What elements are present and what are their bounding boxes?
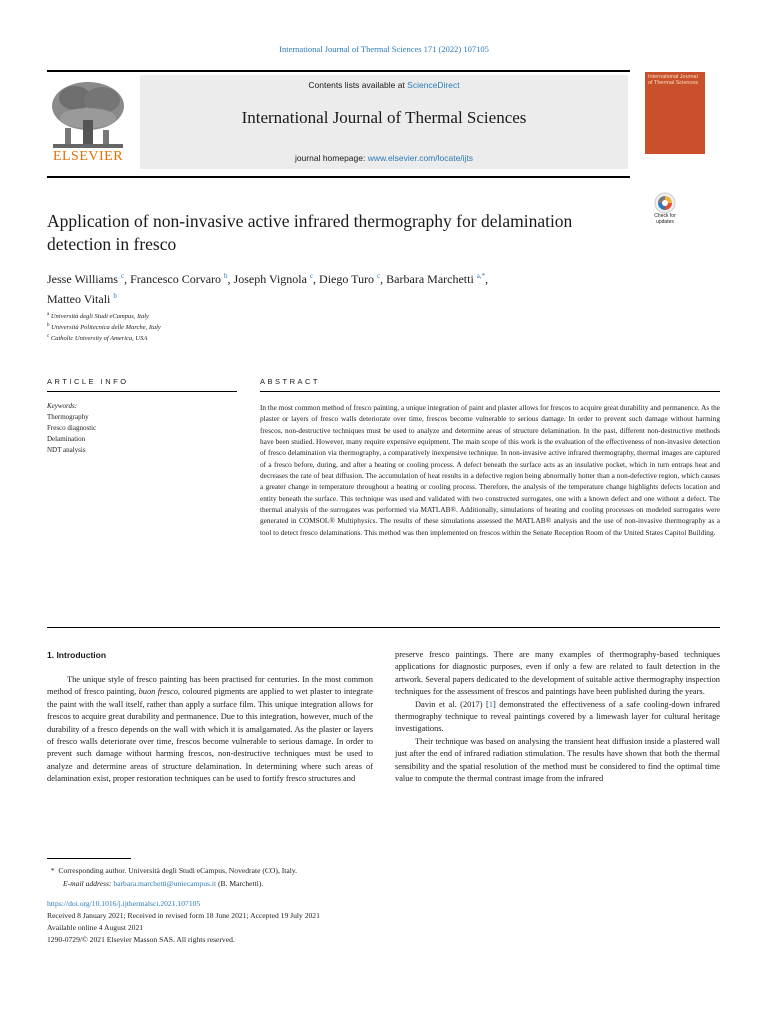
author-affiliation-mark[interactable]: c [120, 272, 125, 280]
affiliation-mark: c [47, 334, 50, 339]
article-info-rule [47, 391, 237, 392]
homepage-label: journal homepage: [294, 153, 368, 163]
header-bottom-rule [47, 176, 630, 178]
email-note [63, 879, 263, 888]
intro-paragraph [47, 674, 373, 786]
keyword: Fresco diagnostic [47, 424, 97, 432]
author-name: Francesco Corvaro [130, 272, 222, 286]
doi-link[interactable]: https://doi.org/10.1016/j.ijthermalsci.2021.107105 [47, 899, 201, 908]
affiliation-text: Università degli Studi eCampus, Italy [50, 313, 149, 321]
abstract-bottom-rule [47, 627, 720, 628]
title-line-1: Application of non-invasive active infrared thermography for delamination [47, 211, 573, 231]
author-name: Barbara Marchetti [386, 272, 474, 286]
paper-title [47, 210, 647, 256]
author-name: Joseph Vignola [233, 272, 307, 286]
body-paragraph [395, 699, 720, 736]
sciencedirect-link[interactable]: ScienceDirect [407, 80, 460, 90]
header-top-rule [47, 70, 630, 72]
intro-emphasis: buon fresco [138, 687, 178, 697]
article-info-heading: ARTICLE INFO [47, 377, 129, 386]
intro-text: , coloured pigments are applied to wet plaster to integrate the paint with the wall itself, rather than apply a surface film. This unique integration allows for frescos to acquire great durability and permanence. Due to this integration, however, much of the durability of a fresco depends on the wall with which it is amalgamated. As the plaster or layers of fresco walls deteriorate over time, frescos become vulnerable to serious damage. In order to prevent such damage without harming frescos, non-destructive techniques must be used to analyze and determine areas of structure delamination. In determining where such areas of delamination exist, proper restoration techniques can be used to fortify fresco structures and [47, 687, 374, 784]
journal-reference[interactable]: International Journal of Thermal Sciences 171 (2022) 107105 [279, 44, 489, 54]
affiliation-mark: b [47, 323, 50, 328]
email-suffix: (B. Marchetti). [216, 879, 264, 888]
body-text: ] demonstrated the effectiveness of a safe cooling-down infrared thermography technique to reveal paintings covered by a limewash layer for cultural heritage investigations. [395, 699, 720, 734]
abstract-heading: ABSTRACT [260, 377, 321, 386]
contents-prefix: Contents lists available at [308, 80, 408, 90]
journal-homepage [140, 153, 628, 163]
email-label: E-mail address: [63, 879, 114, 888]
author-name: Matteo Vitali [47, 292, 111, 306]
affiliation-text: Università Politecnica delle Marche, Italy [51, 324, 161, 332]
author-affiliation-mark[interactable]: b [113, 292, 117, 300]
reference-link[interactable]: 1 [488, 699, 493, 709]
journal-cover-title: International Journal of Thermal Sciences [648, 74, 699, 86]
affiliation [47, 323, 161, 331]
affiliation-mark: a [47, 312, 50, 317]
author-affiliation-mark[interactable]: a,* [476, 272, 486, 280]
body-column-left [47, 674, 373, 786]
affiliation [47, 312, 149, 320]
corresponding-author-text: Corresponding author. Università degli Studi eCampus, Novedrate (CO), Italy. [58, 866, 298, 875]
contents-line [140, 80, 628, 90]
affiliation-text: Catholic University of America, USA [50, 335, 148, 343]
corresponding-author-note [47, 866, 297, 875]
intro-text: The unique style of fresco painting has been practised for centuries. In the most common method of fresco painting, [47, 675, 373, 697]
journal-title: International Journal of Thermal Sciences [241, 108, 527, 127]
body-column-right [395, 649, 720, 785]
keywords-label: Keywords: [47, 402, 78, 410]
section-heading-introduction: 1. Introduction [47, 650, 107, 660]
received-dates: Received 8 January 2021; Received in revised form 18 June 2021; Accepted 19 July 2021 [47, 911, 320, 920]
footnote-rule [47, 858, 131, 859]
elsevier-wordmark: ELSEVIER [52, 149, 124, 164]
author-affiliation-mark[interactable]: c [309, 272, 314, 280]
asterisk-mark: * [47, 866, 59, 875]
check-for-updates-label[interactable]: Check for updates [654, 213, 676, 225]
affiliation [47, 334, 147, 342]
keyword: NDT analysis [47, 446, 86, 454]
homepage-link[interactable]: www.elsevier.com/locate/ijts [367, 153, 474, 163]
email-link[interactable]: barbara.marchetti@uniecampus.it [113, 879, 217, 888]
keyword: Thermography [47, 413, 89, 421]
copyright: 1290-0729/© 2021 Elsevier Masson SAS. All rights reserved. [47, 935, 235, 944]
available-online: Available online 4 August 2021 [47, 923, 144, 932]
author-name: Jesse Williams [47, 272, 118, 286]
title-line-2: detection in fresco [47, 234, 177, 254]
body-paragraph: Their technique was based on analysing the transient heat diffusion inside a plastered wall just after the end of infrared radiation stimulation. The results have shown that both the thermal sensibility and the spatial resolution of the method must be considered to find the optimal time value to compute the thermal contrast image from the infrared [395, 736, 720, 784]
author-affiliation-mark[interactable]: c [377, 272, 381, 280]
keyword: Delamination [47, 435, 86, 443]
author-name: Diego Turo [319, 272, 375, 286]
author-list: Jesse Williams $^c$, Francesco Corvaro $^b$, Joseph Vignola $^c$, Diego Turo $^c$, Barbara Marchetti $^{a,*}$, Matteo Vitali $^b$ [47, 272, 489, 306]
body-text: Davin et al. (2017) [ [415, 699, 489, 709]
author-affiliation-mark[interactable]: b [224, 272, 228, 280]
body-paragraph: preserve fresco paintings. There are many examples of thermography-based techniques applications for diagnostic purposes, even if only a few are related to fault detection in the artwork. Several papers dedicated to the development of suitable active thermography inspection techniques for the assessment of frescos and paintings have been published during the years. [395, 650, 720, 697]
abstract-rule [260, 391, 720, 392]
abstract-text: In the most common method of fresco painting, a unique integration of paint and plaster allows for frescos to acquire great durability and permanence. As the plaster or layers of fresco walls deteriorate over time, frescos become vulnerable to serious damage. In order to prevent such damage without harming frescos, non-destructive techniques must be used to analyze and determine areas of structure delamination. In the past, different non-destructive methods have been studied. However, many require expensive equipment. The main scope of this work is the evaluation of the effectiveness of non-invasive detection of fresco delamination via thermography, a comparatively inexpensive technique. In non-invasive active infrared thermography, thermal images are captured of a fresco before, during, and after a heating or cooling process. A defect beneath the surface acts as an insulative pocket, which in turn entraps heat and decreases the rate of heat diffusion. The accumulation of heat results in a defective region being abnormally hotter than a non-defective region, which causes a greater change in temperature throughout a heating or cooling process. Therefore, the analysis of the temperature change highlights defects location and entity beneath the surface. This technique was used and validated with two constructed surrogates, one with a known defect and one without a defect. The thermal analysis of the surrogates was performed via MATLAB®. Additionally, simulations of heating and cooling processes on modeled surrogates were generated in COMSOL® Multiphysics. The results of these simulations assessed the MATLAB® analysis and the use of non-invasive thermography as a tool to detect fresco delaminations. This method was then implemented on frescos within the Senate Reception Room of the United States Capitol Building. [260, 403, 720, 537]
